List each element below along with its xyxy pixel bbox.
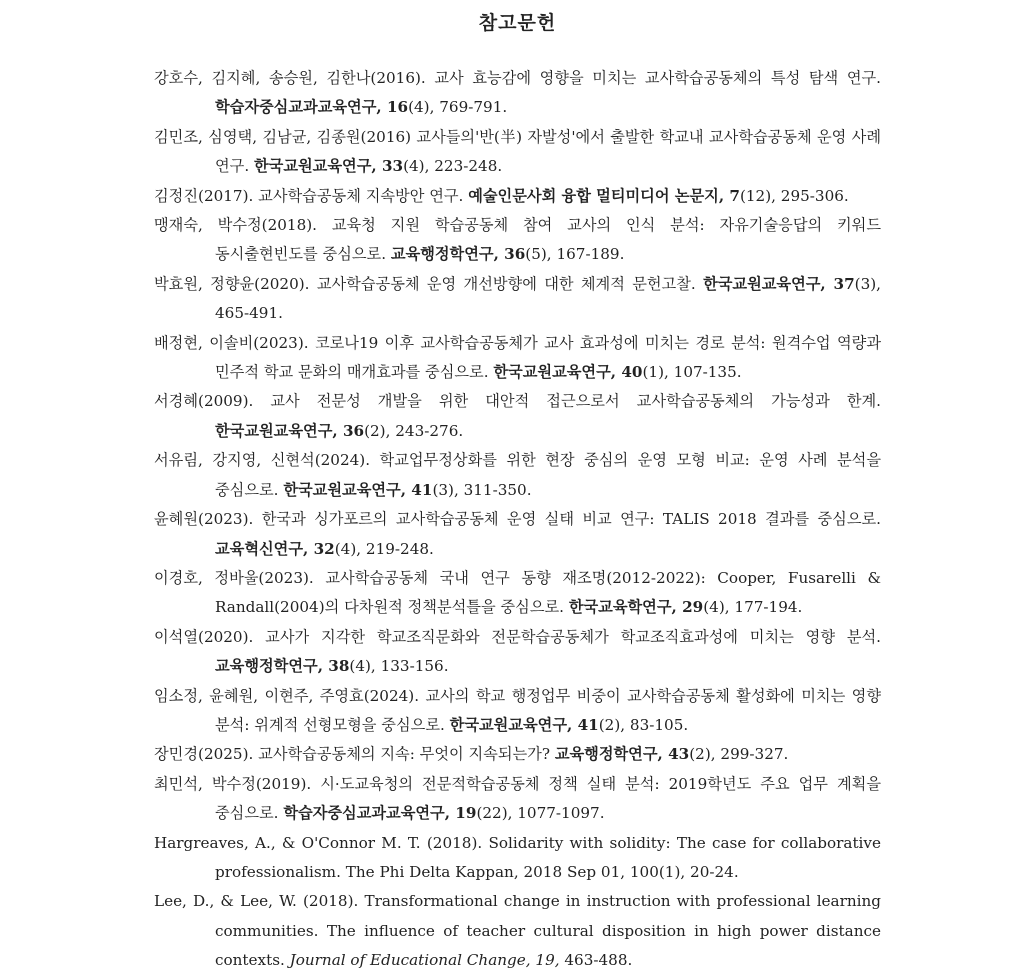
reference-journal: 교육행정학연구, 43 bbox=[554, 745, 690, 764]
reference-entry bbox=[154, 270, 881, 329]
reference-journal: 교육행정학연구, 36 bbox=[390, 245, 526, 264]
reference-list bbox=[154, 64, 881, 976]
reference-text: 김정진(2017). 교사학습공동체 지속방안 연구. bbox=[154, 186, 469, 205]
reference-pages: (5), 167-189. bbox=[525, 245, 625, 264]
reference-text: 서유림, 강지영, 신현석(2024). 학교업무정상화를 위한 현장 중심의 운영 모형 비교: 운영 사례 분석을 중심으로. bbox=[154, 451, 881, 499]
reference-entry bbox=[154, 829, 881, 888]
reference-entry bbox=[154, 182, 881, 211]
reference-pages: (4), 219-248. bbox=[334, 539, 434, 558]
reference-text: Lee, D., & Lee, W. (2018). Transformational change in instruction with professional learning communities. The influence of teacher cultural disposition in high power distance contexts. bbox=[154, 892, 881, 970]
reference-text: 이석열(2020). 교사가 지각한 학교조직문화와 전문학습공동체가 학교조직효과성에 미치는 영향 분석. bbox=[154, 627, 881, 646]
reference-text: 윤혜원(2023). 한국과 싱가포르의 교사학습공동체 운영 실태 비교 연구: TALIS 2018 결과를 중심으로. bbox=[154, 510, 881, 529]
reference-journal: 교육행정학연구, 38 bbox=[215, 657, 350, 676]
reference-entry bbox=[154, 64, 881, 123]
reference-journal: 한국교원교육연구, 36 bbox=[215, 421, 365, 440]
reference-pages: (2), 243-276. bbox=[364, 421, 464, 440]
reference-entry bbox=[154, 329, 881, 388]
reference-pages: (12), 295-306. bbox=[739, 186, 849, 205]
reference-entry bbox=[154, 387, 881, 446]
reference-journal: 한국교원교육연구, 33 bbox=[254, 157, 404, 176]
reference-journal: 한국교원교육연구, 37 bbox=[703, 274, 855, 293]
reference-entry bbox=[154, 211, 881, 270]
reference-text: 임소정, 윤혜원, 이현주, 주영효(2024). 교사의 학교 행정업무 비중이 교사학습공동체 활성화에 미치는 영향 분석: 위계적 선형모형을 중심으로. bbox=[154, 686, 881, 734]
page-title: 참고문헌 bbox=[478, 12, 557, 34]
reference-journal: 한국교육학연구, 29 bbox=[568, 598, 704, 617]
reference-pages: (1), 107-135. bbox=[642, 363, 742, 382]
reference-text: 김민조, 심영택, 김남균, 김종원(2016) 교사들의'반(半) 자발성'에서 출발한 학교내 교사학습공동체 운영 사례 연구. bbox=[154, 127, 881, 176]
reference-text: 강호수, 김지혜, 송승원, 김한나(2016). 교사 효능감에 영향을 미치는 교사학습공동체의 특성 탐색 연구. bbox=[154, 69, 881, 87]
reference-entry bbox=[154, 564, 881, 623]
reference-entry bbox=[154, 740, 881, 769]
reference-text: Hargreaves, A., & O'Connor M. T. (2018). Solidarity with solidity: The case for collaborative professionalism. The Phi Delta Kappan, 2018 Sep 01, 100(1), 20-24. bbox=[154, 833, 881, 881]
reference-entry bbox=[154, 446, 881, 505]
reference-journal: 한국교원교육연구, 40 bbox=[493, 363, 643, 382]
reference-text: 박효원, 정향윤(2020). 교사학습공동체 운영 개선방향에 대한 체계적 문헌고찰. bbox=[154, 274, 704, 293]
reference-entry bbox=[154, 505, 881, 564]
reference-journal: Journal of Educational Change, 19, bbox=[289, 951, 560, 970]
reference-text: 배정현, 이솔비(2023). 코로나19 이후 교사학습공동체가 교사 효과성에 미치는 경로 분석: 원격수업 역량과 민주적 학교 문화의 매개효과를 중심으로. bbox=[154, 333, 881, 382]
reference-text: 장민경(2025). 교사학습공동체의 지속: 무엇이 지속되는가? bbox=[154, 745, 555, 764]
reference-pages: (2), 299-327. bbox=[689, 745, 789, 764]
reference-journal: 한국교원교육연구, 41 bbox=[449, 715, 599, 734]
reference-journal: 한국교원교육연구, 41 bbox=[283, 480, 433, 499]
reference-pages: (2), 83-105. bbox=[598, 715, 689, 734]
reference-pages: (4), 133-156. bbox=[349, 657, 449, 676]
reference-entry bbox=[154, 123, 881, 182]
reference-entry bbox=[154, 682, 881, 741]
reference-text: 맹재숙, 박수정(2018). 교육청 지원 학습공동체 참여 교사의 인식 분석: 자유기술응답의 키워드 동시출현빈도를 중심으로. bbox=[154, 216, 881, 264]
reference-text: 이경호, 정바울(2023). 교사학습공동체 국내 연구 동향 재조명(2012-2022): Cooper, Fusarelli & Randall(2004)의 다차원적 정책분석틀을 중심으로. bbox=[154, 568, 881, 617]
reference-pages: (4), 223-248. bbox=[403, 157, 503, 176]
reference-entry bbox=[154, 887, 881, 975]
reference-text: 최민석, 박수정(2019). 시·도교육청의 전문적학습공동체 정책 실태 분석: 2019학년도 주요 업무 계획을 중심으로. bbox=[154, 774, 881, 823]
reference-pages: (3), 465-491. bbox=[215, 274, 881, 323]
reference-pages: (4), 769-791. bbox=[408, 98, 508, 117]
reference-journal: 교육혁신연구, 32 bbox=[215, 539, 335, 558]
reference-text: 서경혜(2009). 교사 전문성 개발을 위한 대안적 접근으로서 교사학습공동체의 가능성과 한계. bbox=[154, 392, 881, 411]
reference-pages: (3), 311-350. bbox=[432, 480, 532, 499]
reference-journal: 예술인문사회 융합 멀티미디어 논문지, 7 bbox=[468, 186, 740, 205]
reference-pages: (4), 177-194. bbox=[703, 598, 803, 617]
reference-entry bbox=[154, 770, 881, 829]
reference-pages: (22), 1077-1097. bbox=[476, 804, 605, 823]
reference-journal: 학습자중심교과교육연구, 19 bbox=[283, 804, 477, 823]
reference-entry bbox=[154, 623, 881, 682]
reference-pages: 463-488. bbox=[559, 951, 633, 970]
reference-journal: 학습자중심교과교육연구, 16 bbox=[215, 98, 409, 117]
